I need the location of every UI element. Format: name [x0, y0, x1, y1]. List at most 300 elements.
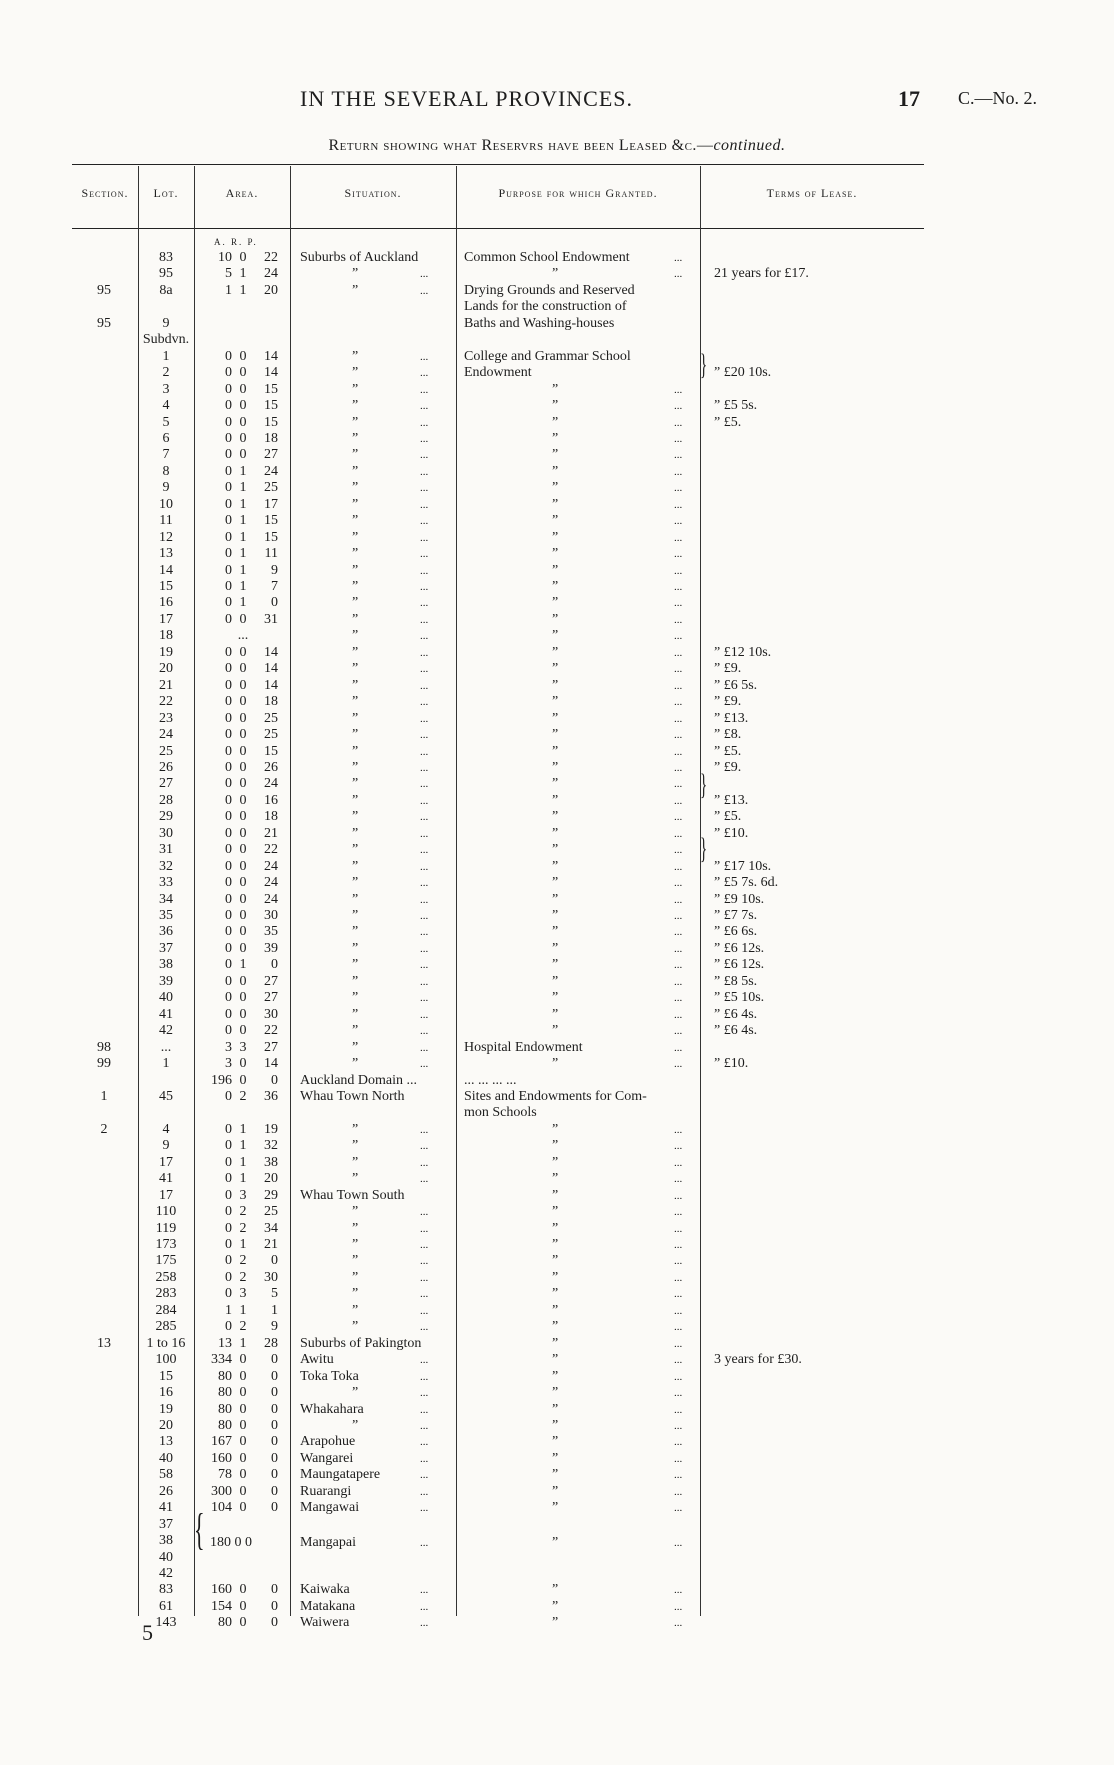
leader-dots: ... — [674, 449, 683, 462]
row-area-acres: 0 — [225, 1088, 232, 1104]
table-subtitle — [0, 137, 1114, 155]
row-lot: 17 — [159, 611, 173, 627]
table-row — [0, 612, 1114, 628]
row-area-perches: 27 — [264, 1039, 278, 1055]
row-situation: ” — [352, 1302, 359, 1318]
row-area-acres: 10 — [218, 250, 232, 265]
table-row — [0, 1040, 1114, 1056]
row-lot: 9 — [162, 315, 170, 331]
row-lot: 283 — [155, 1286, 177, 1302]
row-situation: ” — [352, 381, 359, 397]
row-area-roods: 1 — [239, 957, 247, 973]
leader-dots: ... — [420, 564, 429, 577]
row-area-roods: 0 — [239, 1500, 247, 1516]
table-row — [0, 744, 1114, 760]
leader-dots: ... — [420, 1025, 429, 1038]
row-situation: ” — [352, 266, 359, 282]
row-area-acres: 0 — [225, 973, 232, 989]
table-row — [0, 908, 1114, 924]
row-purpose: ” — [552, 1269, 559, 1285]
leader-dots: ... — [420, 1304, 429, 1317]
row-situation: Maungatapere — [300, 1467, 381, 1483]
row-area-roods: 3 — [239, 1286, 247, 1302]
table-row — [0, 760, 1114, 776]
row-area-acres: 0 — [225, 891, 232, 907]
row-terms: 21 years for £17. — [714, 266, 809, 282]
brace-icon: } — [700, 348, 708, 381]
table-row — [0, 365, 1114, 381]
row-area-roods: 0 — [239, 1582, 247, 1598]
row-area-acres: 0 — [225, 644, 232, 660]
row-situation: ” — [352, 348, 359, 364]
row-area-perches: 0 — [271, 1417, 278, 1433]
table-row — [0, 1303, 1114, 1319]
row-area-perches: 1 — [271, 1302, 278, 1318]
leader-dots: ... — [420, 893, 429, 906]
row-purpose: Lands for the construction of — [464, 299, 627, 315]
leader-dots: ... — [674, 1469, 683, 1482]
leader-dots: ... — [420, 515, 429, 528]
row-situation: ” — [352, 579, 359, 594]
row-area-roods: 0 — [239, 1006, 247, 1022]
row-lot: 38 — [159, 957, 173, 973]
leader-dots: ... — [674, 844, 683, 857]
row-situation: ” — [352, 1023, 359, 1039]
row-area-perches: 22 — [264, 842, 278, 858]
leader-dots: ... — [420, 729, 429, 742]
row-lot: 33 — [159, 875, 173, 891]
row-area-acres: 0 — [225, 529, 232, 545]
row-area-perches: 21 — [264, 825, 278, 841]
row-purpose: ” — [552, 1467, 559, 1483]
row-area-perches: 0 — [271, 1483, 278, 1499]
leader-dots: ... — [674, 548, 683, 561]
column-header-purpose: Purpose for which Granted. — [498, 186, 658, 200]
row-area-perches: 22 — [264, 1023, 278, 1039]
leader-dots: ... — [420, 597, 429, 610]
row-area-perches: 31 — [264, 611, 278, 627]
leader-dots: ... — [674, 465, 683, 478]
leader-dots: ... — [674, 1370, 683, 1383]
row-area-perches: 14 — [264, 677, 278, 693]
row-situation: ” — [352, 562, 359, 578]
row-area-acres: 160 — [211, 1582, 232, 1598]
row-area-acres: 0 — [225, 381, 232, 397]
row-purpose: ” — [552, 1006, 559, 1022]
leader-dots: ... — [420, 630, 429, 643]
table-row — [0, 957, 1114, 973]
row-situation: ” — [352, 1417, 359, 1433]
leader-dots: ... — [674, 1041, 683, 1054]
row-area-roods: 0 — [239, 250, 247, 265]
row-purpose: Endowment — [464, 365, 532, 381]
row-situation: Arapohue — [300, 1434, 356, 1450]
leader-dots: ... — [420, 877, 429, 890]
leader-dots: ... — [674, 811, 683, 824]
leader-dots: ... — [674, 663, 683, 676]
leader-dots: ... — [420, 498, 429, 511]
row-area-perches: 11 — [264, 546, 278, 562]
row-lot: 6 — [162, 430, 170, 446]
row-purpose: ” — [552, 1253, 559, 1269]
row-area-perches: 7 — [271, 579, 278, 594]
row-area-perches: 14 — [264, 661, 278, 677]
leader-dots: ... — [420, 1452, 429, 1465]
row-area-acres: 0 — [225, 875, 232, 891]
leader-dots: ... — [420, 975, 429, 988]
row-purpose: ” — [552, 447, 559, 463]
table-row — [0, 1155, 1114, 1171]
row-section: 13 — [97, 1335, 111, 1351]
row-area-roods: 0 — [239, 809, 247, 825]
row-lot: 40 — [159, 1549, 173, 1565]
table-row — [0, 1517, 1114, 1533]
row-situation: ” — [352, 1385, 359, 1401]
row-area-perches: 0 — [271, 1253, 278, 1269]
table-row — [0, 1500, 1114, 1516]
row-lot: 95 — [159, 266, 173, 282]
row-area-roods: 0 — [239, 447, 247, 463]
leader-dots: ... — [674, 679, 683, 692]
row-situation: Awitu — [300, 1352, 334, 1368]
row-purpose: ” — [552, 776, 559, 792]
leader-dots: ... — [674, 926, 683, 939]
row-lot: 12 — [159, 529, 173, 545]
row-area-roods: 0 — [239, 743, 247, 759]
row-purpose: ” — [552, 792, 559, 808]
row-area-perches: 0 — [271, 1500, 278, 1516]
row-area-roods: 1 — [239, 1121, 247, 1137]
row-area-perches: 14 — [264, 348, 278, 364]
row-area-perches: 15 — [264, 414, 278, 430]
row-area-acres: 0 — [225, 1171, 232, 1187]
leader-dots: ... — [420, 482, 429, 495]
row-area-roods: 0 — [239, 940, 247, 956]
leader-dots: ... — [420, 1271, 429, 1284]
leader-dots: ... — [420, 992, 429, 1005]
row-area-perches: 0 — [271, 1072, 278, 1088]
row-area-roods: 0 — [239, 694, 247, 710]
row-situation: ” — [352, 463, 359, 479]
row-area-acres: 0 — [225, 1253, 232, 1269]
table-row — [0, 1237, 1114, 1253]
row-lot: 42 — [159, 1566, 173, 1581]
leader-dots: ... — [674, 1485, 683, 1498]
column-header-area: Area. — [225, 186, 259, 200]
row-area-acres: 0 — [225, 496, 232, 512]
row-purpose: ” — [552, 1220, 559, 1236]
row-area-perches: 30 — [264, 908, 278, 923]
row-terms: ” £10. — [714, 825, 749, 841]
row-area-perches: 20 — [264, 282, 278, 298]
row-lot: 18 — [159, 628, 173, 644]
row-area-perches: 24 — [264, 858, 278, 874]
leader-dots: ... — [420, 1058, 429, 1071]
leader-dots: ... — [420, 1255, 429, 1268]
row-area-roods: 0 — [239, 1434, 247, 1450]
table-row — [0, 1105, 1114, 1121]
row-area-roods: 0 — [239, 365, 247, 381]
row-situation: ” — [352, 1237, 359, 1252]
row-situation: Waiwera — [300, 1615, 350, 1631]
row-area-acres: 0 — [225, 414, 232, 430]
row-area-perches: 27 — [264, 447, 278, 463]
leader-dots: ... — [674, 1288, 683, 1301]
table-row — [0, 678, 1114, 694]
row-lot: 110 — [155, 1204, 177, 1220]
leader-dots: ... — [420, 1370, 429, 1383]
footer-mark: 5 — [142, 1620, 153, 1645]
row-purpose: ” — [552, 1450, 559, 1466]
row-area-roods: 1 — [239, 1171, 247, 1187]
row-lot: 41 — [159, 1006, 173, 1022]
table-row — [0, 711, 1114, 727]
row-area-perches: 17 — [264, 496, 278, 512]
row-lot: 4 — [162, 1121, 170, 1137]
table-row — [0, 645, 1114, 661]
row-situation: ” — [352, 546, 359, 562]
row-area-roods: 1 — [239, 579, 247, 594]
row-area-acres: 0 — [225, 710, 232, 726]
grouped-row — [0, 1535, 1114, 1551]
row-terms: ” £20 10s. — [714, 365, 772, 381]
row-situation: ” — [352, 595, 359, 611]
row-purpose: ” — [552, 1368, 559, 1384]
leader-dots: ... — [420, 1206, 429, 1219]
row-lot: 3 — [162, 381, 170, 397]
row-lot: 1 — [162, 1056, 170, 1072]
row-area-acres: 196 — [211, 1072, 232, 1088]
row-area-roods: 0 — [239, 430, 247, 446]
leader-dots: ... — [674, 942, 683, 955]
group-area: 180 0 0 — [210, 1535, 252, 1550]
leader-dots: ... — [420, 531, 429, 544]
leader-dots: ... — [420, 827, 429, 840]
row-situation: ” — [352, 973, 359, 989]
row-area-acres: 0 — [225, 957, 232, 973]
leader-dots: ... — [674, 646, 683, 659]
row-terms: ” £5. — [714, 809, 742, 825]
row-area-perches: 25 — [264, 727, 278, 743]
table-row — [0, 694, 1114, 710]
row-area-roods: 1 — [239, 546, 247, 562]
row-area-roods: 3 — [239, 1187, 247, 1203]
row-area-perches: 0 — [271, 1598, 278, 1614]
row-lot: 35 — [159, 908, 173, 923]
row-area-perches: 21 — [264, 1237, 278, 1252]
leader-dots: ... — [674, 745, 683, 758]
leader-dots: ... — [674, 1123, 683, 1136]
leader-dots: ... — [420, 1140, 429, 1153]
leader-dots: ... — [674, 992, 683, 1005]
row-area-roods: 0 — [239, 1385, 247, 1401]
row-situation: ” — [352, 743, 359, 759]
row-purpose: ” — [552, 414, 559, 430]
row-area-acres: 0 — [225, 430, 232, 446]
leader-dots: ... — [420, 679, 429, 692]
leader-dots: ... — [420, 1617, 429, 1630]
row-area-roods: 1 — [239, 595, 247, 611]
row-area-acres: 0 — [225, 1154, 232, 1170]
row-area-acres: 0 — [225, 1121, 232, 1137]
row-lot: 14 — [159, 562, 173, 578]
table-row — [0, 1467, 1114, 1483]
row-situation: ” — [352, 875, 359, 891]
table-row — [0, 1007, 1114, 1023]
row-purpose: ” — [552, 825, 559, 841]
table-row — [0, 1385, 1114, 1401]
row-situation: ” — [352, 1220, 359, 1236]
row-purpose: ... ... ... ... — [464, 1072, 517, 1088]
leader-dots: ... — [420, 1354, 429, 1367]
table-row — [0, 1221, 1114, 1237]
row-terms: ” £9 10s. — [714, 891, 765, 907]
row-area-perches: 27 — [264, 973, 278, 989]
row-situation: Toka Toka — [300, 1368, 359, 1384]
leader-dots: ... — [420, 794, 429, 807]
leader-dots: ... — [674, 268, 683, 281]
row-area-acres: 160 — [211, 1450, 232, 1466]
row-area-roods: 0 — [239, 1072, 247, 1088]
row-lot: 284 — [155, 1302, 177, 1318]
table-row — [0, 842, 1114, 858]
leader-dots: ... — [674, 1008, 683, 1021]
row-area-perches: 16 — [264, 792, 278, 808]
row-terms: ” £9. — [714, 759, 742, 775]
row-situation: ” — [352, 776, 359, 792]
row-area-roods: 0 — [239, 1352, 247, 1368]
leader-dots: ... — [420, 959, 429, 972]
header-bottom-rule — [72, 228, 924, 229]
row-area-acres: 0 — [225, 858, 232, 874]
row-situation: ” — [352, 628, 359, 644]
leader-dots: ... — [420, 1321, 429, 1334]
table-row — [0, 316, 1114, 332]
row-area-acres: 0 — [225, 1269, 232, 1285]
leader-dots: ... — [674, 597, 683, 610]
row-lot: 285 — [155, 1319, 177, 1335]
row-area-acres: 0 — [225, 546, 232, 562]
row-purpose: ” — [552, 1187, 559, 1203]
row-purpose: ” — [552, 727, 559, 743]
row-area-roods: 1 — [239, 1302, 247, 1318]
row-purpose: Drying Grounds and Reserved — [464, 282, 635, 298]
row-area-perches: 24 — [264, 891, 278, 907]
table-row — [0, 1434, 1114, 1450]
row-purpose: Hospital Endowment — [464, 1039, 583, 1055]
row-purpose: ” — [552, 1434, 559, 1450]
row-area-roods: 1 — [239, 513, 247, 529]
row-situation: ” — [352, 611, 359, 627]
table-row — [0, 1369, 1114, 1385]
leader-dots: ... — [674, 1354, 683, 1367]
leader-dots: ... — [674, 910, 683, 922]
row-area-perches: 0 — [271, 1368, 278, 1384]
row-purpose: Baths and Washing-houses — [464, 315, 615, 331]
row-lot: 9 — [162, 480, 170, 496]
leader-dots: ... — [420, 778, 429, 791]
table-row — [0, 1582, 1114, 1598]
row-area-roods: 1 — [239, 496, 247, 512]
row-lot: 16 — [159, 1385, 173, 1401]
row-terms: ” £5. — [714, 414, 742, 430]
row-area-acres: 0 — [225, 611, 232, 627]
row-lot: 45 — [159, 1088, 173, 1104]
row-area-perches: 14 — [264, 1056, 278, 1072]
row-area-perches: 9 — [271, 1319, 278, 1335]
row-lot: 40 — [159, 1450, 173, 1466]
table-row — [0, 595, 1114, 611]
row-purpose: ” — [552, 398, 559, 414]
row-area-acres: 0 — [225, 579, 232, 594]
row-area-roods: 2 — [239, 1204, 247, 1220]
row-purpose: ” — [552, 463, 559, 479]
table-row — [0, 990, 1114, 1006]
row-area-roods: 1 — [239, 562, 247, 578]
row-area-roods: 2 — [239, 1269, 247, 1285]
row-lot: 17 — [159, 1154, 173, 1170]
table-row — [0, 1138, 1114, 1154]
row-area-perches: 26 — [264, 759, 278, 775]
leader-dots: ... — [674, 1271, 683, 1284]
row-area-roods: 2 — [239, 1220, 247, 1236]
row-area-roods: 1 — [239, 1138, 247, 1154]
row-area-acres: 0 — [225, 727, 232, 743]
row-terms: ” £8 5s. — [714, 973, 758, 989]
row-terms: ” £5 5s. — [714, 398, 758, 414]
row-terms: ” £6 6s. — [714, 924, 758, 940]
leader-dots: ... — [420, 1584, 429, 1597]
row-lot: 26 — [159, 759, 173, 775]
row-purpose: ” — [552, 1401, 559, 1417]
leader-dots: ... — [674, 1304, 683, 1317]
leader-dots: ... — [420, 1600, 429, 1613]
row-purpose: ” — [552, 1171, 559, 1187]
leader-dots: ... — [674, 1537, 683, 1549]
row-lot: 28 — [159, 792, 173, 808]
leader-dots: ... — [674, 1173, 683, 1186]
row-area-acres: 0 — [225, 463, 232, 479]
table-row — [0, 250, 1114, 266]
row-situation: ” — [352, 398, 359, 414]
row-section: 95 — [97, 315, 111, 331]
row-situation: ” — [352, 1269, 359, 1285]
row-area-roods: 0 — [239, 1615, 247, 1631]
row-purpose: ” — [552, 579, 559, 594]
row-area-roods: 0 — [239, 381, 247, 397]
row-area-acres: 300 — [211, 1483, 232, 1499]
row-purpose: ” — [552, 694, 559, 710]
row-section: 2 — [100, 1121, 108, 1137]
row-lot: 41 — [159, 1500, 173, 1516]
row-area-acres: 80 — [218, 1401, 232, 1417]
row-area-acres: 0 — [225, 1319, 232, 1335]
row-purpose: ” — [552, 1286, 559, 1302]
row-area-acres: 0 — [225, 1204, 232, 1220]
row-area-acres: 167 — [211, 1434, 232, 1450]
table-row — [0, 513, 1114, 529]
row-area-acres: 78 — [218, 1467, 232, 1483]
row-situation: ” — [352, 1121, 359, 1137]
page-header — [0, 86, 1114, 116]
row-area-roods: 0 — [239, 1023, 247, 1039]
row-section: 95 — [97, 282, 111, 298]
leader-dots: ... — [674, 1419, 683, 1432]
row-area-roods: 1 — [239, 266, 247, 282]
row-situation: ” — [352, 842, 359, 858]
row-lot: 19 — [159, 644, 173, 660]
row-terms: ” £5 10s. — [714, 990, 765, 1006]
